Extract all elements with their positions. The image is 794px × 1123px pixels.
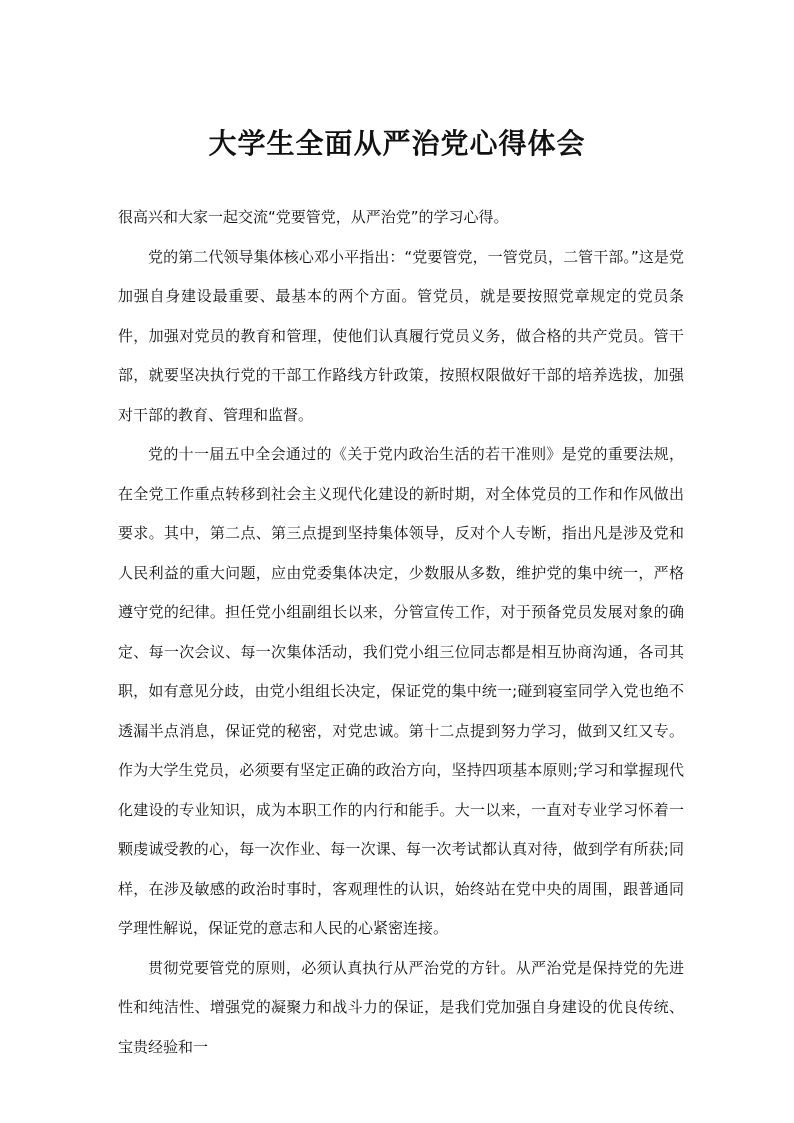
document-title: 大学生全面从严治党心得体会	[208, 127, 586, 160]
paragraph-strict-governance: 贯彻党要管党的原则，必须认真执行从严治党的方针。从严治党是保持党的先进性和纯洁性、增强党的凝聚力和战斗力的保证，是我们党加强自身建设的优良传统、宝贵经验和一	[118, 958, 684, 1056]
document-body	[118, 198, 684, 1067]
paragraph-party-rules: 党的十一届五中全会通过的《关于党内政治生活的若干准则》是党的重要法规，在全党工作重点转移到社会主义现代化建设的新时期，对全体党员的工作和作风做出要求。其中，第二点、第三点提到坚持集体领导，反对个人专断，指出凡是涉及党和人民利益的重大问题，应由党委集体决定，少数服从多数，维护党的集中统一，严格遵守党的纪律。担任党小组副组长以来，分管宣传工作，对于预备党员发展对象的确定、每一次会议、每一次集体活动，我们党小组三位同志都是相互协商沟通，各司其职，如有意见分歧，由党小组组长决定，保证党的集中统一;碰到寝室同学入党也绝不透漏半点消息，保证党的秘密，对党忠诚。第十二点提到努力学习，做到又红又专。作为大学生党员，必须要有坚定正确的政治方向，坚持四项基本原则;学习和掌握现代化建设的专业知识，成为本职工作的内行和能手。大一以来，一直对专业学习怀着一颗虔诚受教的心，每一次作业、每一次课、每一次考试都认真对待，做到学有所获;同样，在涉及敏感的政治时事时，客观理性的认识，始终站在党中央的周围，跟普通同学理性解说，保证党的意志和人民的心紧密连接。	[118, 445, 684, 937]
paragraph-intro: 很高兴和大家一起交流“党要管党，从严治党”的学习心得。	[118, 208, 509, 226]
paragraph-deng-xiaoping-quote: 党的第二代领导集体核心邓小平指出：“党要管党，一管党员，二管干部。”这是党加强自身建设最重要、最基本的两个方面。管党员，就是要按照党章规定的党员条件，加强对党员的教育和管理，使他们认真履行党员义务，做合格的共产党员。管干部，就要坚决执行党的干部工作路线方针政策，按照权限做好干部的培养选拔，加强对干部的教育、管理和监督。	[118, 247, 684, 424]
